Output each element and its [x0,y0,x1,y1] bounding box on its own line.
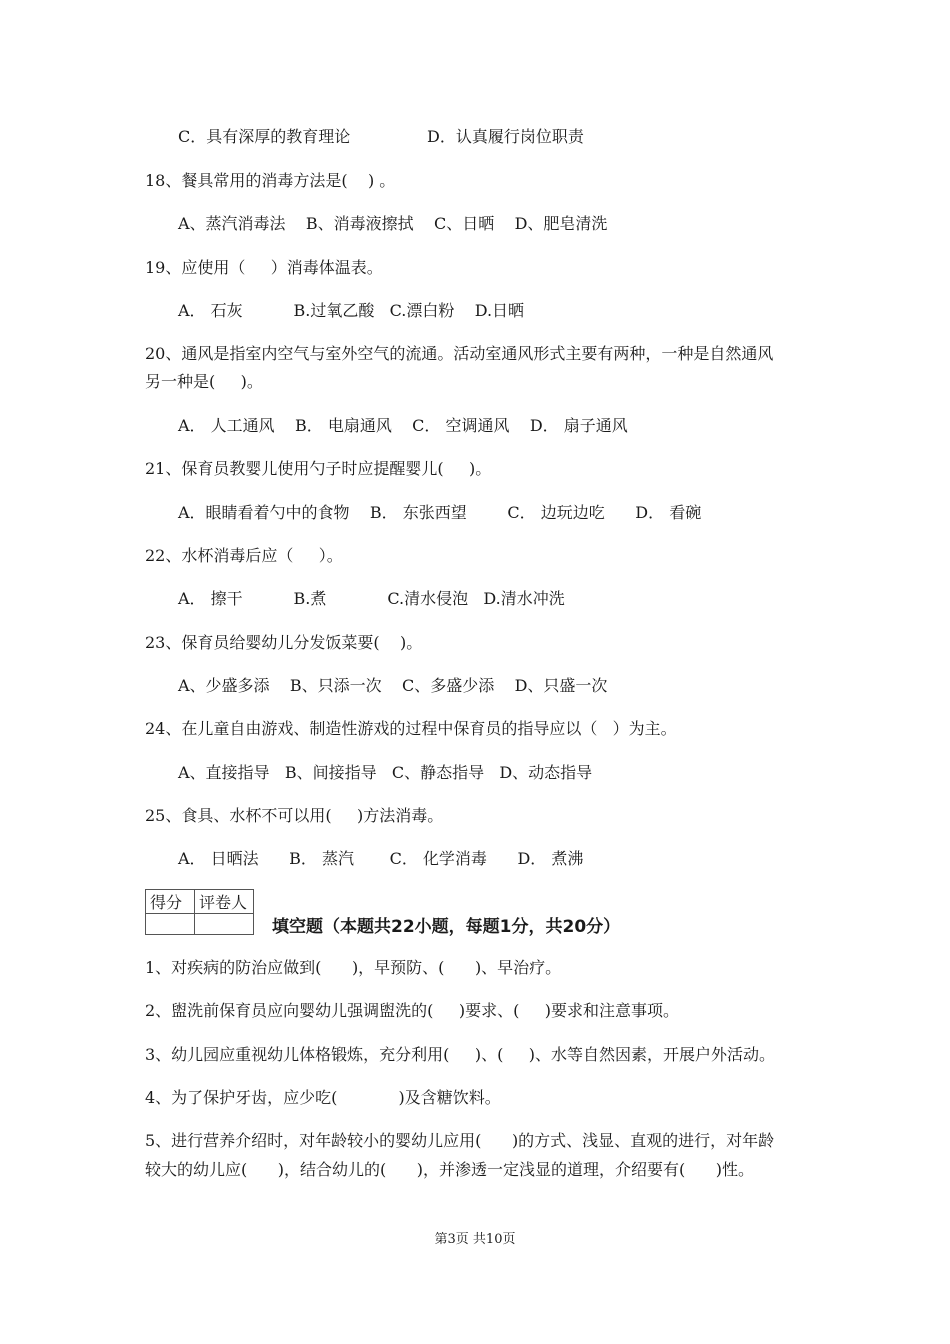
question-24: 24、在儿童自由游戏、制造性游戏的过程中保育员的指导应以（ ）为主。 [145,719,677,738]
question-19-options: A． 石灰 B.过氧乙酸 C.漂白粉 D.日晒 [178,301,525,320]
question-23: 23、保育员给婴幼儿分发饭菜要( )。 [145,633,423,652]
score-table [145,889,254,935]
question-25-options: A． 日晒法 B． 蒸汽 C． 化学消毒 D． 煮沸 [178,849,584,868]
q17-option-c: C．具有深厚的教育理论 [178,127,351,146]
question-21-options: A．眼睛看着勺中的食物 B． 东张西望 C． 边玩边吃 D． 看碗 [178,503,702,522]
score-label: 得分 [146,890,195,914]
grader-label: 评卷人 [195,890,254,914]
question-18: 18、餐具常用的消毒方法是( ) 。 [145,171,396,190]
fill-blank-5-line-1: 5、进行营养介绍时，对年龄较小的婴幼儿应用( )的方式、浅显、直观的进行，对年龄 [145,1131,775,1150]
question-23-options: A、少盛多添 B、只添一次 C、多盛少添 D、只盛一次 [178,676,608,695]
question-20-line-2: 另一种是( )。 [145,372,263,391]
score-cell [146,914,195,935]
fill-blank-1: 1、对疾病的防治应做到( )，早预防、( )、早治疗。 [145,958,562,977]
page-footer: 第3页 共10页 [434,1232,516,1247]
question-25: 25、食具、水杯不可以用( )方法消毒。 [145,806,444,825]
fill-blank-4: 4、为了保护牙齿，应少吃( )及含糖饮料。 [145,1088,501,1107]
q17-option-d: D．认真履行岗位职责 [427,127,584,146]
question-19: 19、应使用（ ）消毒体温表。 [145,258,383,277]
fill-blank-5-line-2: 较大的幼儿应( )，结合幼儿的( )，并渗透一定浅显的道理，介绍要有( )性。 [145,1160,755,1179]
question-21: 21、保育员教婴儿使用勺子时应提醒婴儿( )。 [145,459,492,478]
question-22-options: A． 擦干 B.煮 C.清水侵泡 D.清水冲洗 [178,589,565,608]
question-18-options: A、蒸汽消毒法 B、消毒液擦拭 C、日晒 D、肥皂清洗 [178,214,608,233]
section-title: 填空题（本题共22小题，每题1分，共20分） [272,917,621,937]
question-20-options: A． 人工通风 B． 电扇通风 C． 空调通风 D． 扇子通风 [178,416,628,435]
question-20-line-1: 20、通风是指室内空气与室外空气的流通。活动室通风形式主要有两种，一种是自然通风 [145,344,774,363]
question-24-options: A、直接指导 B、间接指导 C、静态指导 D、动态指导 [178,763,593,782]
fill-blank-3: 3、幼儿园应重视幼儿体格锻炼，充分利用( )、( )、水等自然因素，开展户外活动。 [145,1045,776,1064]
question-22: 22、水杯消毒后应（ ）。 [145,546,343,565]
fill-blank-2: 2、盥洗前保育员应向婴幼儿强调盥洗的( )要求、( )要求和注意事项。 [145,1001,680,1020]
grader-cell [195,914,254,935]
